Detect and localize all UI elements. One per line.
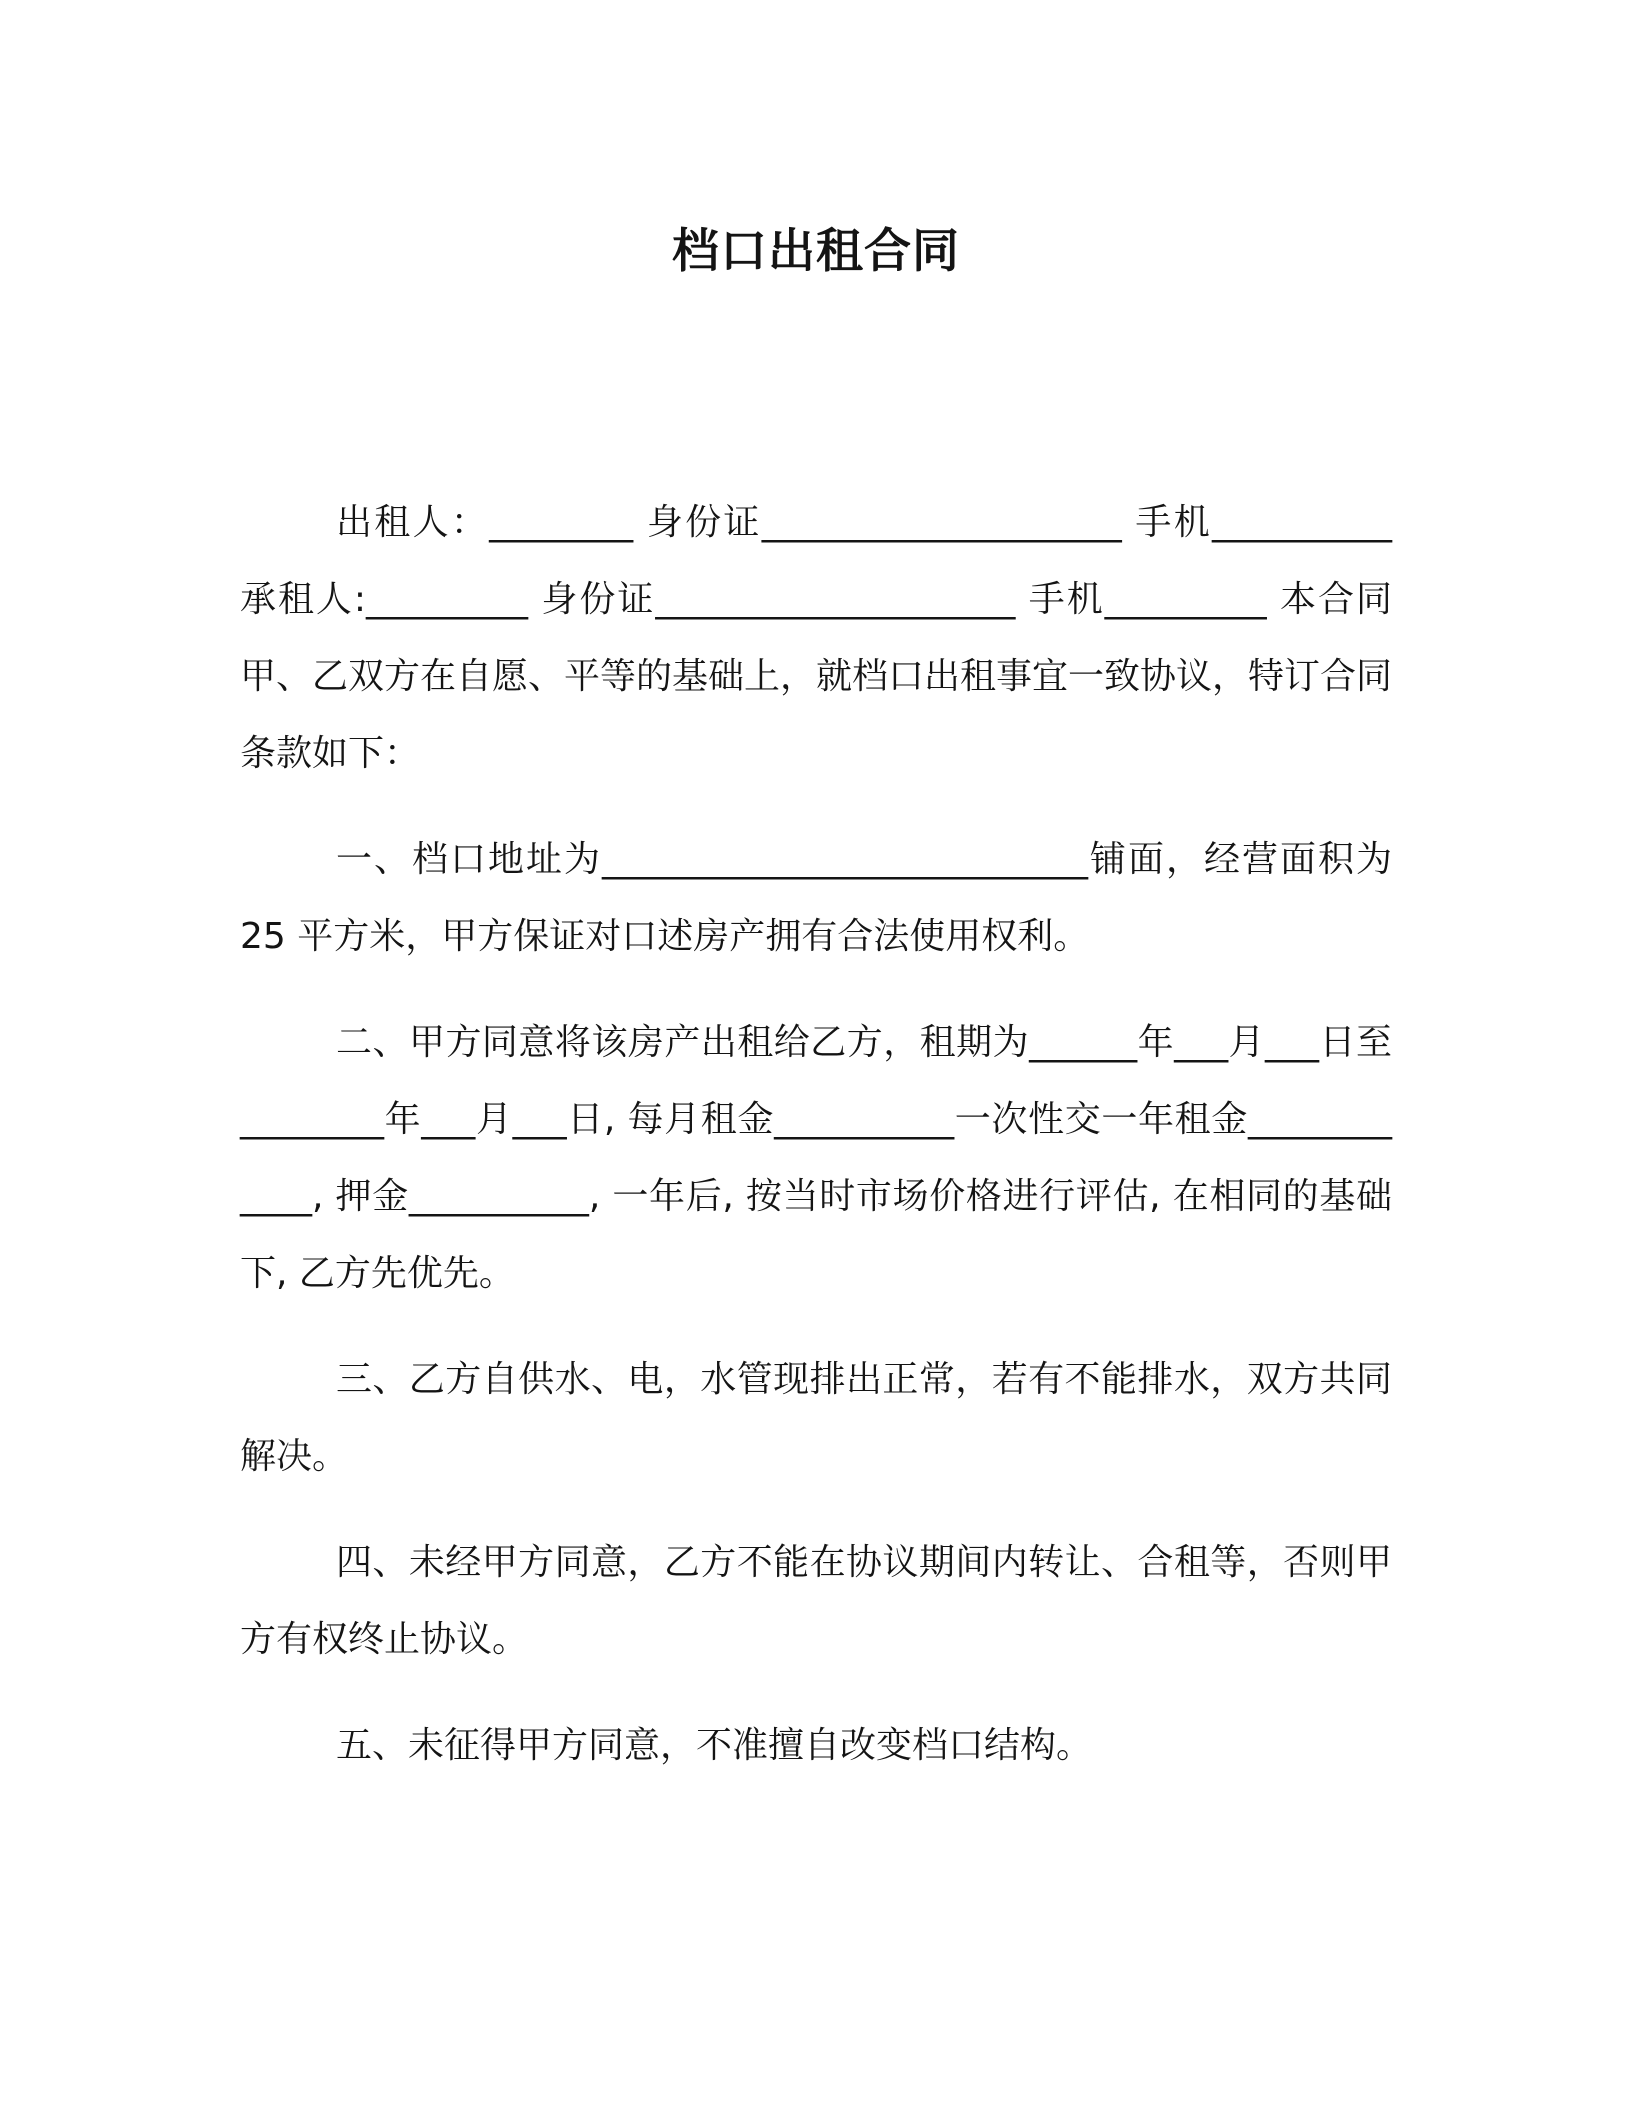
- paragraph-clause-4: 四、未经甲方同意，乙方不能在协议期间内转让、合租等，否则甲方有权终止协议。: [240, 1542, 1392, 1660]
- paragraph-clause-2: 二、甲方同意将该房产出租给乙方，租期为______年___月___日至________年___月___日, 每月租金__________一次性交一年租金____________, 押金__________, 一年后, 按当时市场价格进行评估, 在相同的基础下, 乙方先优先。: [240, 1022, 1392, 1294]
- document-title: 档口出租合同: [672, 224, 960, 279]
- paragraph-clause-5: 五、未征得甲方同意，不准擅自改变档口结构。: [336, 1725, 1093, 1766]
- paragraph-parties: 出租人：________ 身份证____________________ 手机__________ 承租人:_________ 身份证____________________ 手机_________ 本合同甲、乙双方在自愿、平等的基础上，就档口出租事宜一致协议，特订合同条款如下：: [240, 502, 1393, 774]
- paragraph-clause-3: 三、乙方自供水、电，水管现排出正常，若有不能排水，双方共同解决。: [240, 1359, 1392, 1477]
- paragraph-clause-1: 一、档口地址为___________________________铺面，经营面积为 25 平方米，甲方保证对口述房产拥有合法使用权利。: [240, 839, 1392, 957]
- document-body: [240, 484, 1392, 1784]
